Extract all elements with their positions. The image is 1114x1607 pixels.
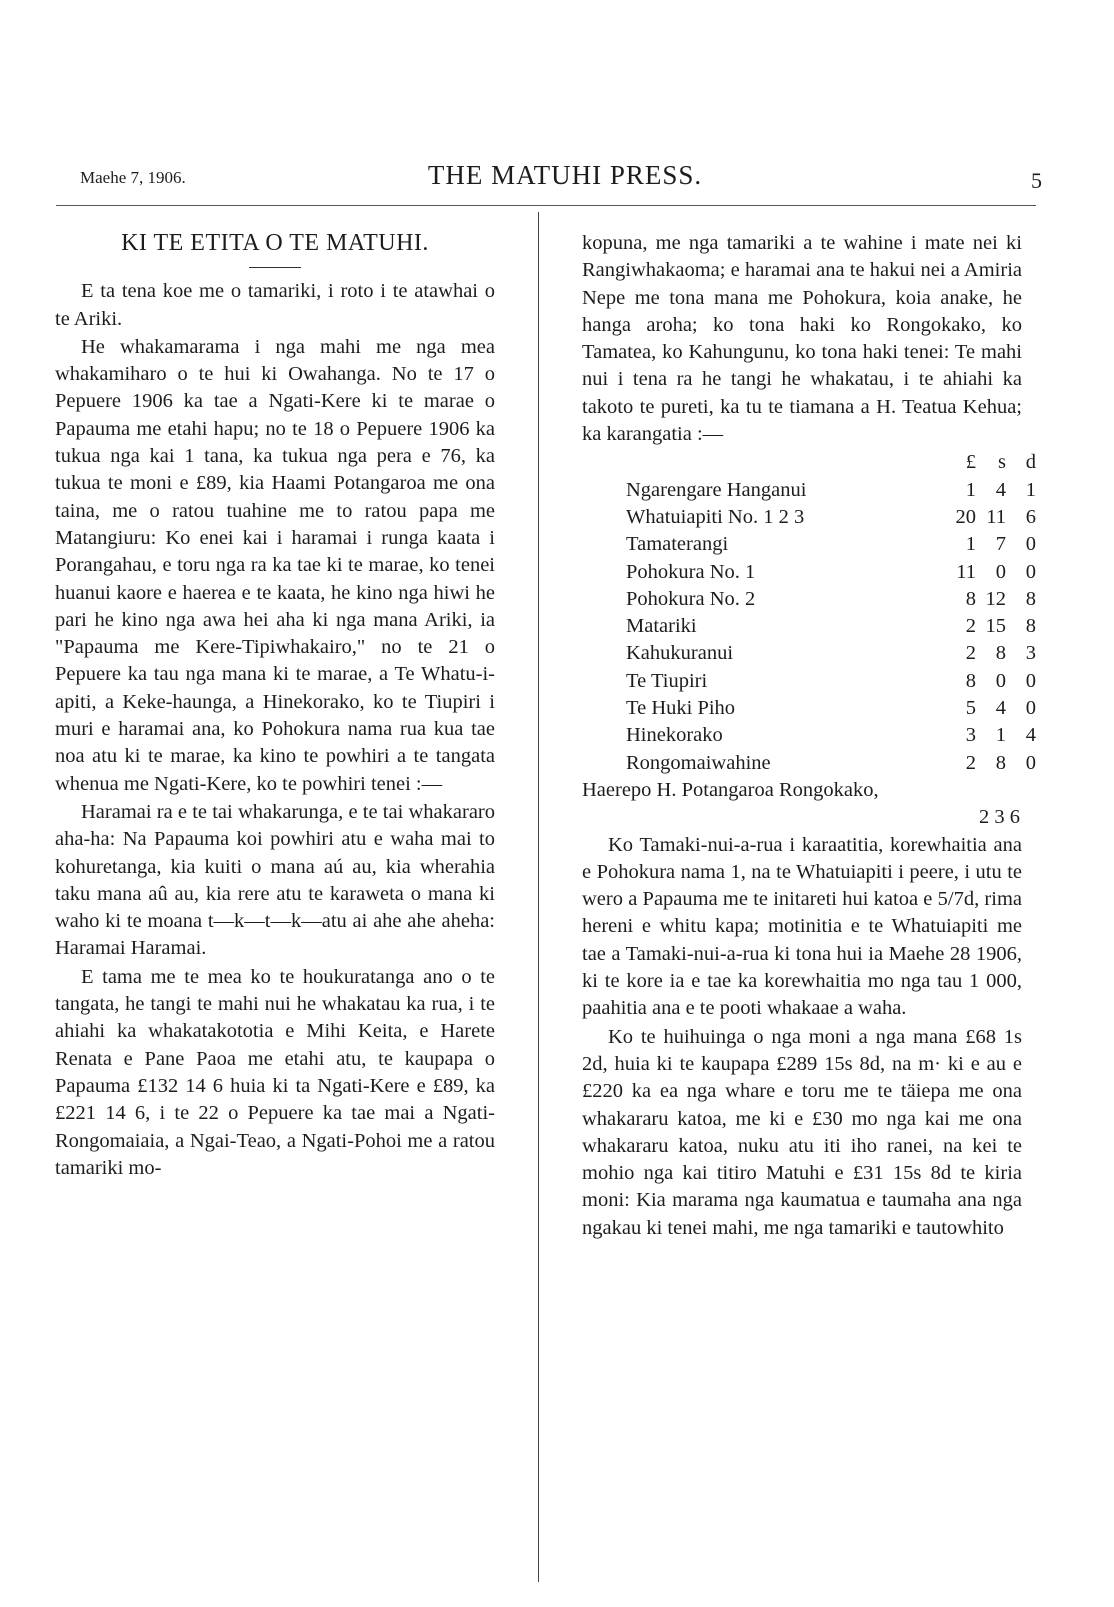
pounds-header: £ xyxy=(965,451,976,474)
table-row: Pohokura No. 1 11 0 0 xyxy=(626,560,1036,583)
table-row: Rongomaiwahine 2 8 0 xyxy=(626,751,1036,774)
paragraph: He whakamarama i nga mahi me nga mea whakamiharo o te hui ki Owahanga. No te 17 o Pepuere 1906 ka tae a Ngati-Kere ki te marae o Papauma me etahi hapu; no te 18 o Pepuere 1906 ka tukua nga kai 1 tana, ka tukua nga pera e 76, ka tukua te moni e £89, kia Haami Potangaroa me ona taina, me o ratou tuahine me to ratou papa me Matangiuru: Ko enei kai i haramai i runga kaata i Porangahau, e toru nga ra ka tae ki te marae, ko tenei huanui kaore e haerea e te kaata, he kino nga hiwi he pari he kino nga awa hei aha ki nga mana Ariki, ia "Papauma me Kere-Tipiwhakairo," no te 21 o Pepuere ka tau nga mana ki te marae, a Te Whatu-i-apiti, a Keke-haunga, a Hinekorako, ko te Tiupiri i muri e haramai ana, ko Pohokura nama rua kua tae noa atu ki te marae, ka kino te powhiri a te tangata whenua me Ngati-Kere, ko te powhiri tenei :— xyxy=(55,335,495,795)
table-row: Te Tiupiri 8 0 0 xyxy=(626,669,1036,692)
newspaper-title: THE MATUHI PRESS. xyxy=(427,160,703,190)
left-column xyxy=(55,230,495,1183)
heading-rule xyxy=(249,267,301,268)
paragraph: Haramai ra e te tai whakarunga, e te tai whakararo aha-ha: Na Papauma koi powhiri atu e waha mai to kohuretanga, kia kuiti o mana aú au, kia wherahia taku mana aû au, kia rere atu te karaweta o mana ki waho ki te moana t—k—t—k—atu ai ahe ahe aheha: Haramai Haramai. xyxy=(55,800,495,960)
paragraph: E ta tena koe me o tamariki, i roto i te atawhai o te Ariki. xyxy=(55,280,495,330)
issue-date: Maehe 7, 1906. xyxy=(80,168,186,187)
contributions-table xyxy=(626,449,1036,777)
paragraph: Ko Tamaki-nui-a-rua i karaatitia, korewhaitia ana e Pohokura nama 1, na te Whatuiapiti i peere, i utu te wero a Papauma me te initareti hui katoa e 5/7d, rima hereni e whitu kapa; motinitia e te Whatuiapiti me tae a Tamaki-nui-a-rua ki tona hui ia Maehe 28 1906, ki te kore ia e tae ka korewhaitia mo nga tau 1 000, paahitia ana e te pooti whakaae a waha. xyxy=(582,833,1022,1020)
table-row: Matariki 2 15 8 xyxy=(626,615,1036,638)
summary-amount: 2 3 6 xyxy=(979,806,1020,829)
letter-heading: KI TE ETITA O TE MATUHI. xyxy=(121,230,429,256)
paragraph: Ko te huihuinga o nga moni a nga mana £68 1s 2d, huia ki te kaupapa £289 15s 8d, na m· ki e au e £220 ka ea nga whare e toru me te täiepa me ona whakararu katoa, me ki e £30 mo nga kai me ona whakararu katoa, nuku atu iti iho ranei, na kei te mohio nga kai titiro Matuhi e £31 15s 8d te kiria moni: Kia marama nga kaumatua e taumaha ana nga ngakau ki tenei mahi, me nga tamariki e tautowhito xyxy=(582,1025,1022,1239)
page-number: 5 xyxy=(1031,168,1042,193)
header-rule xyxy=(56,205,1036,206)
table-row: Te Huki Piho 5 4 0 xyxy=(626,697,1036,720)
table-row: Hinekorako 3 1 4 xyxy=(626,724,1036,747)
right-column xyxy=(582,230,1036,1243)
shillings-header: s xyxy=(998,451,1006,474)
page-header xyxy=(80,160,1050,200)
table-row: Kahukuranui 2 8 3 xyxy=(626,642,1036,665)
pence-header: d xyxy=(1025,451,1036,474)
column-divider xyxy=(538,212,539,1582)
table-row: Ngarengare Hanganui 1 4 1 xyxy=(626,478,1036,501)
table-header-row xyxy=(626,449,1036,476)
summary-line: Haerepo H. Potangaroa Rongokako, xyxy=(582,778,879,801)
paragraph: kopuna, me nga tamariki a te wahine i mate nei ki Rangiwhakaoma; e haramai ana te hakui nei a Amiria Nepe me tona mana me Pohokura, koia anake, he hanga aroha; ko tona haki ko Rongokako, ko Tamatea, ko Kahungunu, ko tona haki tenei: Te mahi nui i tena ra he tangi he whakatau, i te ahiahi ka takoto te pureti, ka tu te tiamana a H. Teatua Kehua; ka karangatia :— xyxy=(582,232,1022,446)
table-row: Pohokura No. 2 8 12 8 xyxy=(626,587,1036,610)
table-row: Tamaterangi 1 7 0 xyxy=(626,533,1036,556)
table-row: Whatuiapiti No. 1 2 3 20 11 6 xyxy=(626,505,1036,528)
paragraph: E tama me te mea ko te houkuratanga ano o te tangata, he tangi te mahi nui he whakatau ka rua, i te ahiahi ka whakatakototia e Mihi Keita, e Harete Renata e Pane Paoa me etahi atu, te kaupapa o Papauma £132 14 6 huia ki ta Ngati-Kere e £89, ka £221 14 6, i te 22 o Pepuere ka tae mai a Ngati-Rongomaiaia, a Ngai-Teao, a Ngati-Pohoi me a ratou tamariki mo- xyxy=(55,965,495,1179)
